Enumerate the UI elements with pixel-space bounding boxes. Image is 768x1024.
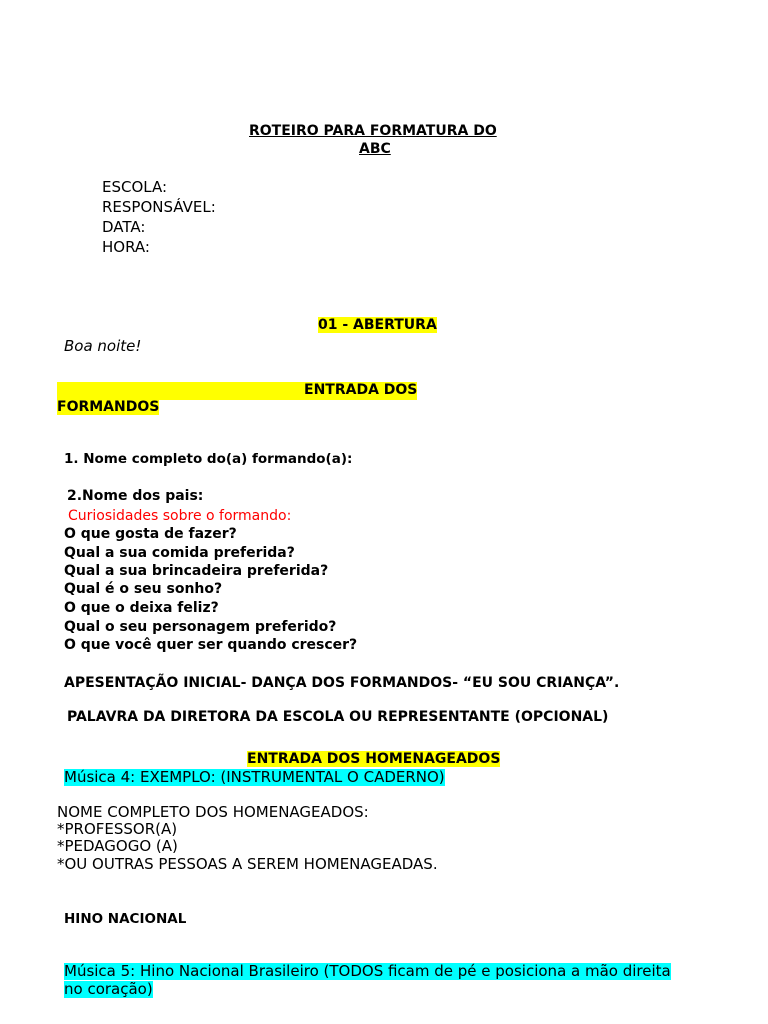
- question-item: Qual o seu personagem preferido?: [64, 619, 337, 635]
- homenageados-line: *PEDAGOGO (A): [57, 837, 178, 855]
- question-item: Qual a sua comida preferida?: [64, 545, 295, 561]
- entrada-formandos-line2: FORMANDOS: [57, 399, 160, 415]
- field-data: DATA:: [102, 218, 146, 236]
- curiosidades-label: Curiosidades sobre o formando:: [68, 508, 292, 524]
- apresentacao-inicial: APESENTAÇÃO INICIAL- DANÇA DOS FORMANDOS- “EU SOU CRIANÇA”.: [64, 675, 620, 691]
- document-title-line2: ABC: [359, 141, 391, 157]
- section-homenageados-heading: ENTRADA DOS HOMENAGEADOS: [247, 751, 501, 767]
- homenageados-line: NOME COMPLETO DOS HOMENAGEADOS:: [57, 803, 369, 821]
- musica-5-line1: Música 5: Hino Nacional Brasileiro (TODOS ficam de pé e posiciona a mão direita: [64, 962, 671, 980]
- question-item: O que o deixa feliz?: [64, 600, 219, 616]
- homenageados-line: *OU OUTRAS PESSOAS A SEREM HOMENAGEADAS.: [57, 855, 438, 873]
- question-item: Qual a sua brincadeira preferida?: [64, 563, 329, 579]
- field-hora: HORA:: [102, 238, 150, 256]
- item-nome-formando: 1. Nome completo do(a) formando(a):: [64, 451, 353, 467]
- question-item: O que gosta de fazer?: [64, 526, 237, 542]
- musica-4-label: Música 4: EXEMPLO: (INSTRUMENTAL O CADERNO): [64, 768, 445, 786]
- field-escola: ESCOLA:: [102, 178, 168, 196]
- homenageados-line: *PROFESSOR(A): [57, 820, 178, 838]
- item-nome-pais: 2.Nome dos pais:: [67, 488, 204, 504]
- musica-5-line2: no coração): [64, 980, 153, 998]
- greeting-text: Boa noite!: [64, 337, 142, 355]
- field-responsavel: RESPONSÁVEL:: [102, 198, 216, 216]
- entrada-formandos-line1: ENTRADA DOS: [304, 382, 418, 398]
- section-hino-heading: HINO NACIONAL: [64, 911, 187, 927]
- palavra-diretora: PALAVRA DA DIRETORA DA ESCOLA OU REPRESENTANTE (OPCIONAL): [67, 709, 609, 725]
- question-item: Qual é o seu sonho?: [64, 581, 223, 597]
- document-title-line1: ROTEIRO PARA FORMATURA DO: [249, 123, 497, 139]
- section-abertura-heading: 01 - ABERTURA: [318, 317, 437, 333]
- question-item: O que você quer ser quando crescer?: [64, 637, 358, 653]
